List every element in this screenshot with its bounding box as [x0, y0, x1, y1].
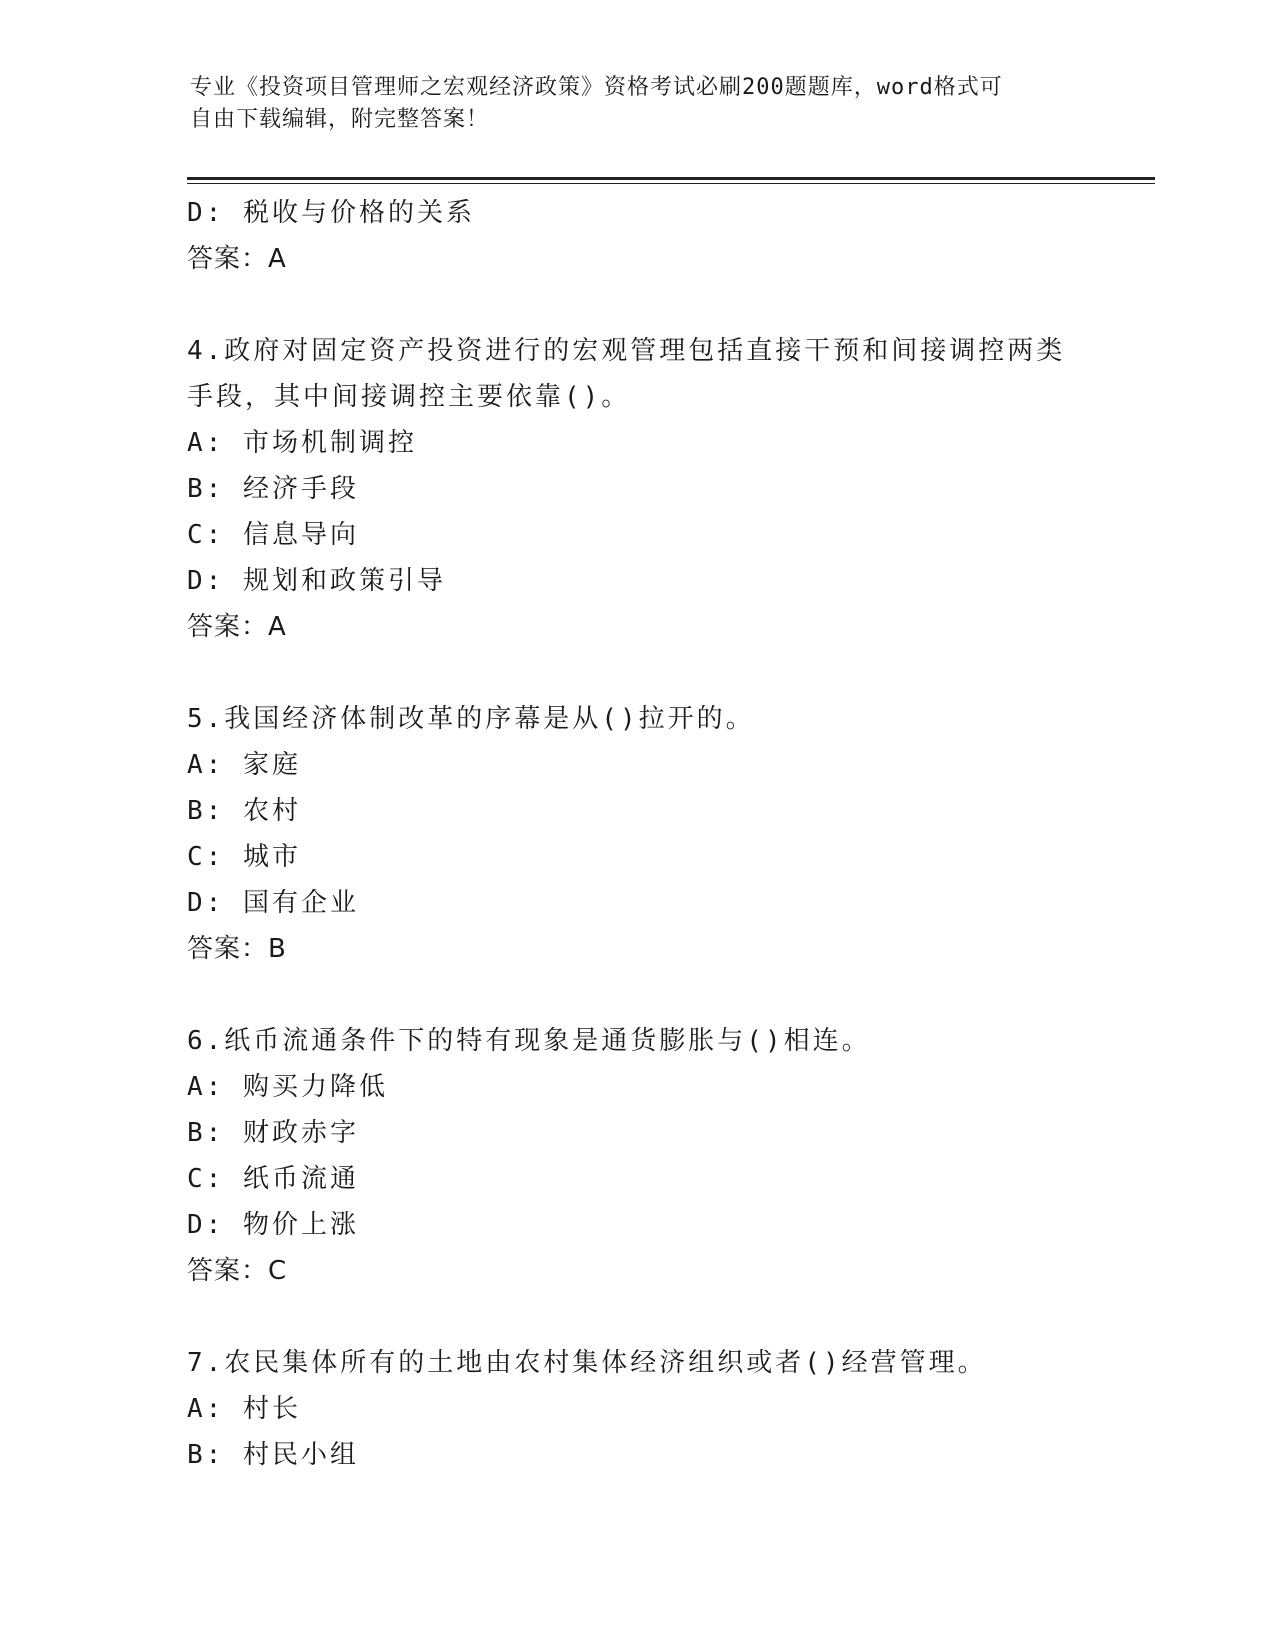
spacer	[187, 282, 1087, 328]
spacer	[187, 1294, 1087, 1340]
question-stem: 4.政府对固定资产投资进行的宏观管理包括直接干预和间接调控两类	[187, 336, 1066, 366]
option-d: D: 规划和政策引导	[187, 566, 446, 596]
header-line-1: 专业《投资项目管理师之宏观经济政策》资格考试必刷200题题库，word格式可	[190, 75, 1003, 100]
question-stem: 手段，其中间接调控主要依靠()。	[187, 382, 631, 412]
option-a: A: 村长	[187, 1394, 301, 1424]
document-header	[190, 72, 1070, 136]
option-b: B: 村民小组	[187, 1440, 359, 1470]
option-c: C: 纸币流通	[187, 1164, 359, 1194]
question-stem: 7.农民集体所有的土地由农村集体经济组织或者()经营管理。	[187, 1348, 987, 1378]
question-6	[187, 1018, 1087, 1294]
option-a: A: 市场机制调控	[187, 428, 417, 458]
option-c: C: 城市	[187, 842, 301, 872]
question-stem: 6.纸币流通条件下的特有现象是通货膨胀与()相连。	[187, 1026, 871, 1056]
question-5	[187, 696, 1087, 972]
header-divider-thin	[187, 183, 1155, 184]
option-c: C: 信息导向	[187, 520, 359, 550]
answer: 答案：B	[187, 934, 287, 964]
option-d: D: 税收与价格的关系	[187, 198, 475, 228]
question-stem: 5.我国经济体制改革的序幕是从()拉开的。	[187, 704, 755, 734]
answer: 答案：A	[187, 612, 287, 642]
question-list	[187, 190, 1087, 1478]
spacer	[187, 972, 1087, 1018]
spacer	[187, 650, 1087, 696]
option-a: A: 家庭	[187, 750, 301, 780]
option-d: D: 国有企业	[187, 888, 359, 918]
header-divider-thick	[187, 177, 1155, 180]
answer: 答案：C	[187, 1256, 288, 1286]
option-d: D: 物价上涨	[187, 1210, 359, 1240]
question-4	[187, 328, 1087, 650]
option-b: B: 农村	[187, 796, 301, 826]
option-a: A: 购买力降低	[187, 1072, 388, 1102]
answer: 答案：A	[187, 244, 287, 274]
question-7	[187, 1340, 1087, 1478]
option-b: B: 经济手段	[187, 474, 359, 504]
option-b: B: 财政赤字	[187, 1118, 359, 1148]
header-line-2: 自由下载编辑，附完整答案！	[190, 107, 490, 132]
